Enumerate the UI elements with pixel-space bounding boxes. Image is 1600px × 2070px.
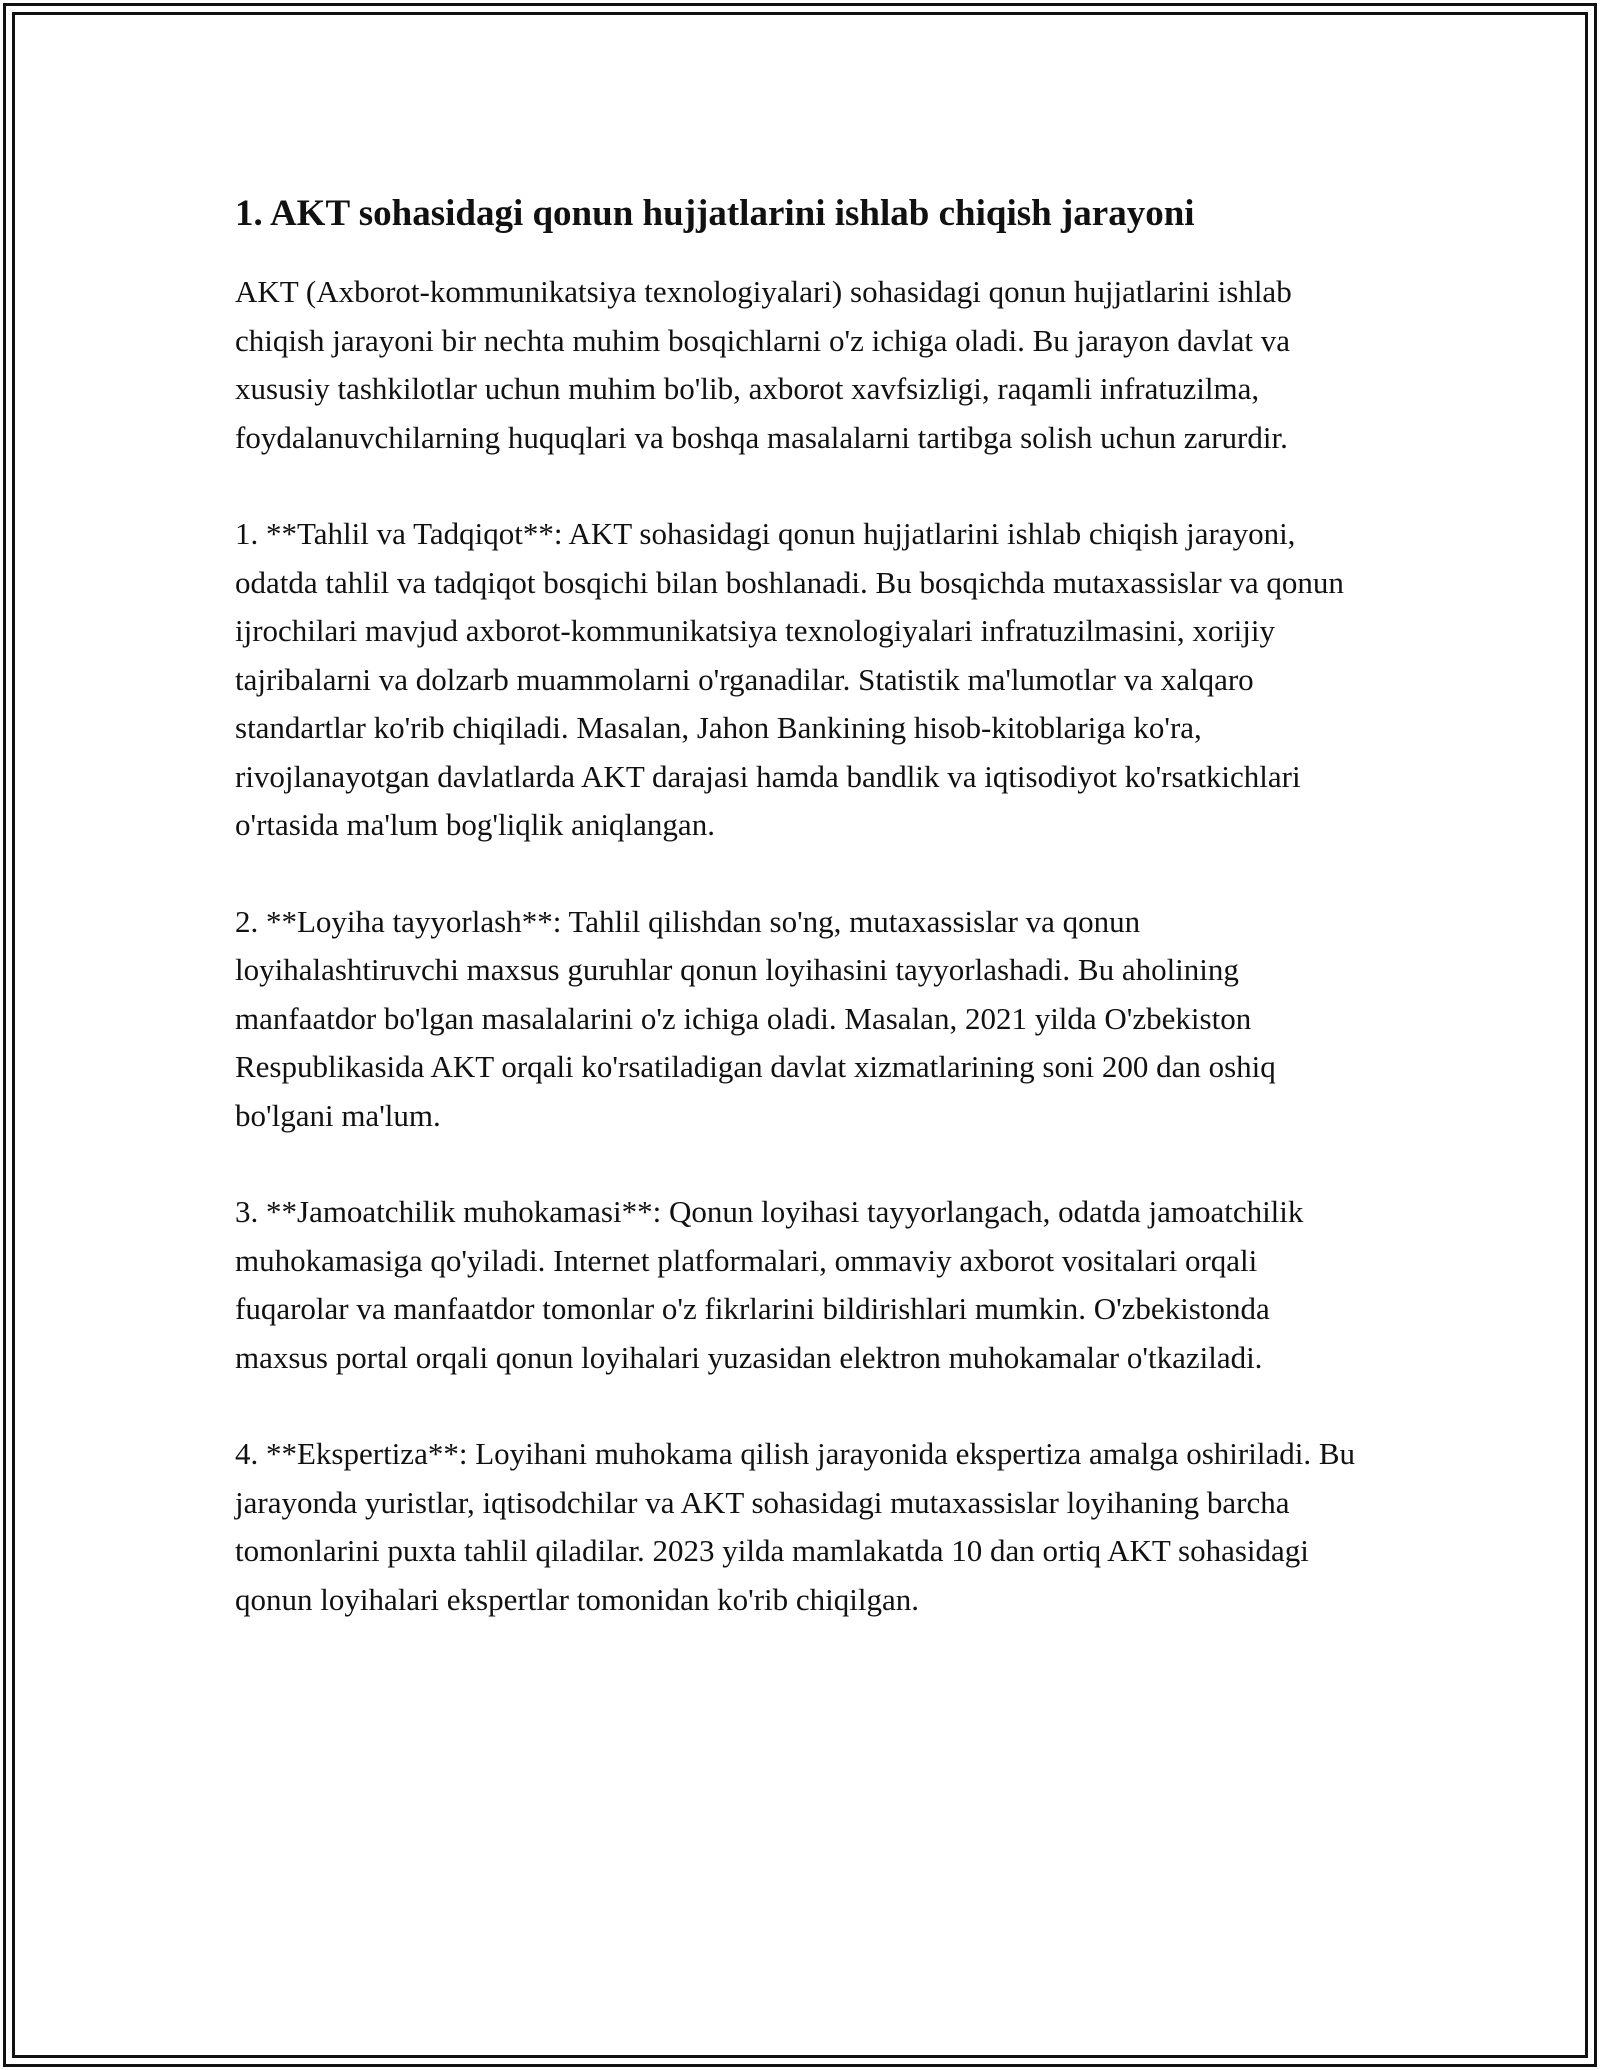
- document-body: [235, 186, 1370, 1624]
- paragraph-draft: 2. **Loyiha tayyorlash**: Tahlil qilishdan so'ng, mutaxassislar va qonun loyihalashtiruvchi maxsus guruhlar qonun loyihasini tayyorlashadi. Bu aholining manfaatdor bo'lgan masalalarini o'z ichiga oladi. Masalan, 2021 yilda O'zbekiston Respublikasida AKT orqali ko'rsatiladigan davlat xizmatlarining soni 200 dan oshiq bo'lgani ma'lum.: [235, 903, 1276, 1133]
- paragraph-expertise: 4. **Ekspertiza**: Loyihani muhokama qilish jarayonida ekspertiza amalga oshiriladi. Bu jarayonda yuristlar, iqtisodchilar va AKT sohasidagi mutaxassislar loyihaning barcha tomonlarini puxta tahlil qiladilar. 2023 yilda mamlakatda 10 dan ortiq AKT sohasidagi qonun loyihalari ekspertlar tomonidan ko'rib chiqilgan.: [235, 1436, 1356, 1617]
- paragraph-analysis: 1. **Tahlil va Tadqiqot**: AKT sohasidagi qonun hujjatlarini ishlab chiqish jarayoni, odatda tahlil va tadqiqot bosqichi bilan boshlanadi. Bu bosqichda mutaxassislar va qonun ijrochilari mavjud axborot-kommunikatsiya texnologiyalari infratuzilmasini, xorijiy tajribalarni va dolzarb muammolarni o'rganadilar. Statistik ma'lumotlar va xalqaro standartlar ko'rib chiqiladi. Masalan, Jahon Bankining hisob-kitoblariga ko'ra, rivojlanayotgan davlatlarda AKT darajasi hamda bandlik va iqtisodiyot ko'rsatkichlari o'rtasida ma'lum bog'liqlik aniqlangan.: [235, 516, 1344, 842]
- intro-paragraph: AKT (Axborot-kommunikatsiya texnologiyalari) sohasidagi qonun hujjatlarini ishlab chiqish jarayoni bir nechta muhim bosqichlarni o'z ichiga oladi. Bu jarayon davlat va xususiy tashkilotlar uchun muhim bo'lib, axborot xavfsizligi, raqamli infratuzilma, foydalanuvchilarning huquqlari va boshqa masalalarni tartibga solish uchun zarurdir.: [235, 274, 1292, 455]
- paragraph-public-discussion: 3. **Jamoatchilik muhokamasi**: Qonun loyihasi tayyorlangach, odatda jamoatchilik muhokamasiga qo'yiladi. Internet platformalari, ommaviy axborot vositalari orqali fuqarolar va manfaatdor tomonlar o'z fikrlarini bildirishlari mumkin. O'zbekistonda maxsus portal orqali qonun loyihalari yuzasidan elektron muhokamalar o'tkaziladi.: [235, 1194, 1304, 1375]
- section-heading: 1. AKT sohasidagi qonun hujjatlarini ishlab chiqish jarayoni: [235, 193, 1195, 234]
